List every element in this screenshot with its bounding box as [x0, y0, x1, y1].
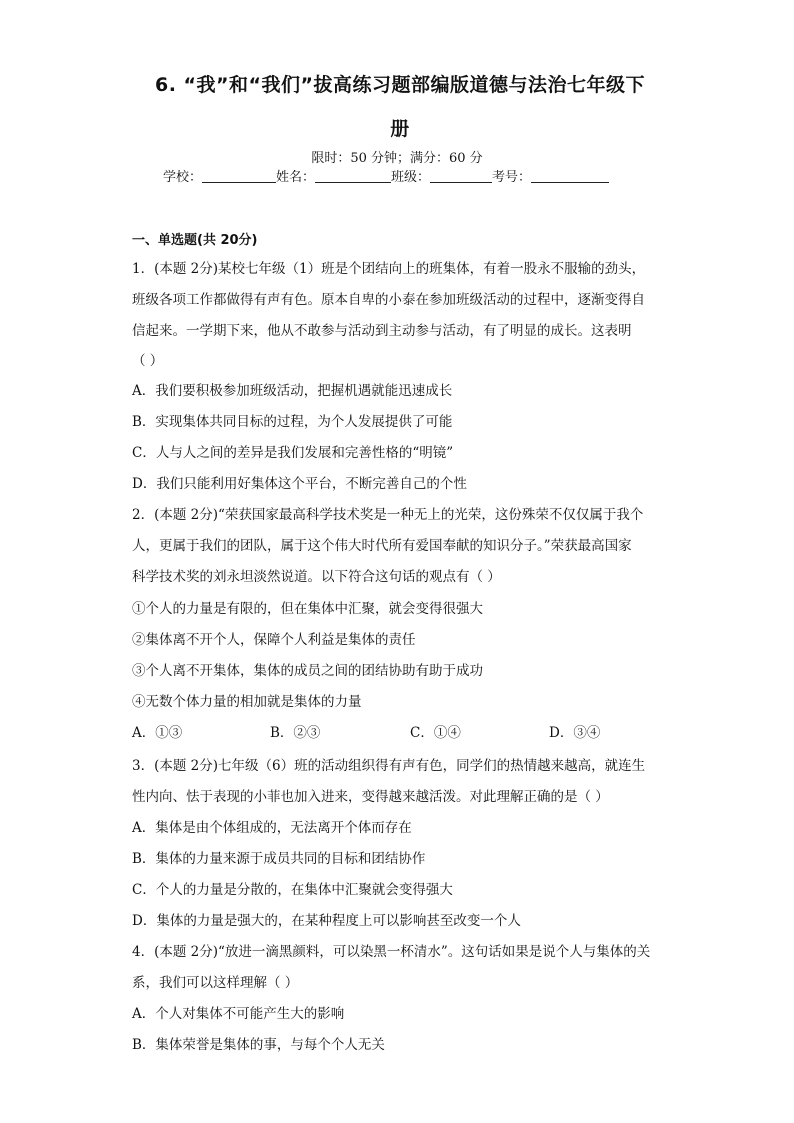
- name-blank[interactable]: [315, 170, 391, 183]
- exam-title-line-1: 6. “我”和“我们”拔高练习题部编版道德与法治七年级下: [154, 74, 645, 96]
- q1-option-a[interactable]: A．我们要积极参加班级活动，把握机遇就能迅速成长: [132, 383, 453, 399]
- q2-option-a[interactable]: A．①③: [132, 725, 183, 741]
- q4-option-a[interactable]: A．个人对集体不可能产生大的影响: [132, 1006, 345, 1022]
- q2-statement-2: ②集体离不开个人，保障个人利益是集体的责任: [132, 632, 416, 648]
- class-label: 班级：: [391, 170, 431, 185]
- q3-line-2: 性内向、怯于表现的小菲也加入进来，变得越来越活泼。对此理解正确的是（ ）: [132, 789, 609, 805]
- q2-statement-4: ④无数个体力量的相加就是集体的力量: [132, 694, 362, 710]
- q3-line-1: 3．(本题 2分)七年级（6）班的活动组织得有声有色，同学们的热情越来越高，就连生: [132, 758, 646, 774]
- q2-line-3: 科学技术奖的刘永坦淡然说道。以下符合这句话的观点有（ ）: [132, 569, 501, 585]
- q1-option-b[interactable]: B．实现集体共同目标的过程，为个人发展提供了可能: [132, 414, 453, 430]
- q4-option-b[interactable]: B．集体荣誉是集体的事，与每个个人无关: [132, 1037, 385, 1053]
- exam-number-label: 考号：: [492, 170, 532, 185]
- q2-line-2: 人，更属于我们的团队，属于这个伟大时代所有爱国奉献的知识分子。”荣获最高国家: [132, 538, 632, 554]
- q2-statement-1: ①个人的力量是有限的，但在集体中汇聚，就会变得很强大: [132, 601, 483, 617]
- q2-option-b[interactable]: B．②③: [270, 725, 321, 741]
- q2-option-d[interactable]: D．③④: [549, 725, 601, 741]
- q3-option-b[interactable]: B．集体的力量来源于成员共同的目标和团结协作: [132, 851, 426, 867]
- q1-option-c[interactable]: C．人与人之间的差异是我们发展和完善性格的“明镜”: [132, 445, 454, 461]
- q4-line-2: 系，我们可以这样理解（ ）: [132, 975, 299, 991]
- q1-line-3: 信起来。一学期下来，他从不敢参与活动到主动参与活动，有了明显的成长。这表明: [132, 323, 632, 339]
- q2-line-1: 2．(本题 2分)“荣获国家最高科学技术奖是一种无上的光荣，这份殊荣不仅仅属于我个: [132, 507, 644, 523]
- q3-option-c[interactable]: C．个人的力量是分散的，在集体中汇聚就会变得强大: [132, 882, 453, 898]
- time-score-info: 限时：50 分钟；满分：60 分: [311, 151, 483, 166]
- q1-line-1: 1．(本题 2分)某校七年级（1）班是个团结向上的班集体，有着一股永不服输的劲头，: [132, 261, 646, 277]
- name-label: 姓名：: [276, 170, 316, 185]
- exam-title-line-2: 册: [390, 118, 410, 140]
- q1-option-d[interactable]: D．我们只能利用好集体这个平台，不断完善自己的个性: [132, 476, 467, 492]
- q1-line-4: （ ）: [132, 353, 164, 369]
- exam-number-blank[interactable]: [531, 170, 609, 183]
- q3-option-a[interactable]: A．集体是由个体组成的，无法离开个体而存在: [132, 820, 412, 836]
- school-label: 学校：: [163, 170, 203, 185]
- section-title: 一、单选题(共 20分): [132, 233, 258, 248]
- q2-option-c[interactable]: C．①④: [410, 725, 461, 741]
- class-blank[interactable]: [430, 170, 492, 183]
- q4-line-1: 4．(本题 2分)“放进一滴黑颜料，可以染黑一杯清水”。这句话如果是说个人与集体的关: [132, 944, 651, 960]
- school-blank[interactable]: [202, 170, 276, 183]
- q2-statement-3: ③个人离不开集体，集体的成员之间的团结协助有助于成功: [132, 663, 483, 679]
- q1-line-2: 班级各项工作都做得有声有色。原本自卑的小泰在参加班级活动的过程中，逐渐变得自: [132, 292, 645, 308]
- student-info-fields: [163, 166, 609, 185]
- q3-option-d[interactable]: D．集体的力量是强大的，在某种程度上可以影响甚至改变一个人: [132, 913, 521, 929]
